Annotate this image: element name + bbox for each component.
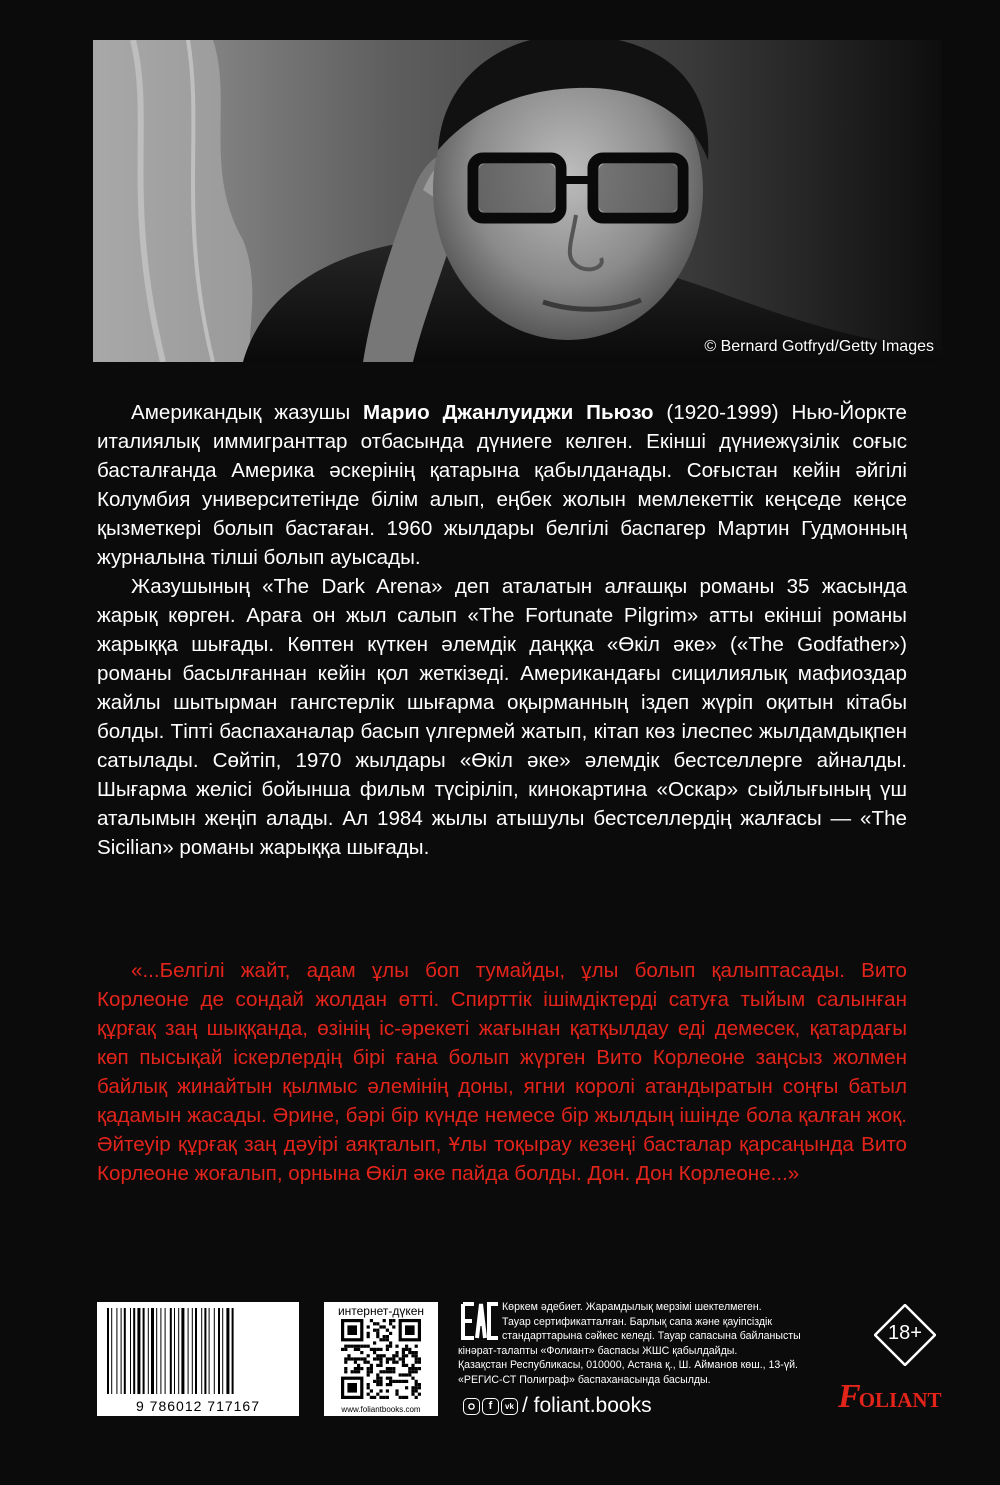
isbn-barcode [97,1302,299,1416]
bio-paragraph-2: Жазушының «The Dark Arena» деп аталатын алғашқы романы 35 жасында жарық көрген. Араға он жыл салып «The Fortunate Pilgrim» атты екінші романы жарыққа шығады. Көптен күткен әлемдік даңққа «Өкіл әке» («The Godfather») романы басылғаннан кейін қол жеткізеді. Американдағы сицилиялық мафиоздар жайлы шытырман гангстерлік шығарма оқырманның іздеп жүріп оқитын кітабы болды. Тіпті баспаханалар басып үлгермей жатып, кітап көз ілеспес жылдамдықпен сатылады. Сөйтіп, 1970 жылдары «Өкіл әке» әлемдік бестселлерге айналды. Шығарма желісі бойынша фильм түсіріліп, кинокартина «Оскар» сыйлығының үш аталымын жеңіп алады. Ал 1984 жылы атышулы бестселлердің жалғасы — «The Sicilian» романы жарыққа шығады. [97,575,907,859]
social-handle[interactable]: / foliant.books [522,1394,652,1417]
info-line: кінәрат-талапты «Фолиант» баспасы ЖШС қабылдайды. [458,1344,738,1357]
facebook-icon[interactable]: f [482,1398,499,1415]
vk-icon[interactable]: vk [501,1398,518,1415]
instagram-icon[interactable] [463,1398,480,1415]
author-photo [93,40,942,362]
author-name: Марио Джанлуиджи Пьюзо [363,401,654,424]
author-portrait-illustration [93,40,942,362]
qr-code[interactable] [324,1302,438,1416]
bio-intro-text: Американдық жазушы [131,401,364,424]
bio-paragraph-1-text: (1920-1999) Нью-Йоркте италиялық иммигранттар отбасында дүниеге келген. Екінші дүниежүзілік соғыс басталғанда Америка әскерінің қатарына қабылданады. Соғыстан кейін әйгілі Колумбия университетінде білім алып, еңбек жолын мемлекеттік кеңседе кеңсе қызметкері болып бастаған. 1960 жылдары белгілі баспагер Мартин Гудмонның журналына тілші болып ауысады. [97,401,907,569]
barcode-digits: 9 786012 717167 [136,1398,260,1414]
info-line: Көркем әдебиет. Жарамдылық мерзімі шектелмеген. [502,1301,762,1313]
qr-bottom-label: www.foliantbooks.com [341,1405,421,1414]
age-rating: 18+ [888,1322,922,1344]
qr-code-pattern [341,1319,421,1399]
info-line: стандарттарына сәйкес келеді. Тауар сапасына байланысты [502,1330,801,1343]
qr-top-label: интернет-дүкен [337,1304,425,1318]
info-line: Тауар сертификатталған. Барлық сапа және қауіпсіздік [502,1315,773,1328]
photo-credit: © Bernard Gotfryd/Getty Images [704,338,934,355]
social-links [463,1392,652,1420]
publisher-logo [838,1378,942,1415]
info-line: Қазақстан Республикасы, 010000, Астана қ., Ш. Айманов көш., 13-үй. [458,1359,798,1372]
publisher-logo-text: OLIANT [858,1388,942,1412]
bio-paragraph-1 [97,398,907,572]
book-excerpt-quote [97,956,907,1188]
quote-text: «...Белгілі жайт, адам ұлы боп тумайды, ұлы болып қалыптасады. Вито Корлеоне де сондай жолдан өтті. Спирттік ішімдіктерді сатуға тыйым салынған құрғақ заң шыққанда, өзінің іс-әрекеті жағынан қатқылдау еді демесек, қатардағы көп пысықай іскерлердің бірі ғана болып жүрген Вито Корлеоне заңсыз жолмен байлық жинайтын қылмыс әлемінің доны, ягни королі атандыратын соңғы батыл қадамын жасады. Әрине, бәрі бір күнде немесе бір жылдың ішінде бола қалған жоқ. Әйтеуір құрғақ заң дәуірі аяқталып, Ұлы тоқырау кезеңі басталар қарсаңында Вито Корлеоне жоғалып, орнына Өкіл әке пайда болды. Дон. Дон Корлеоне...» [97,959,907,1185]
publisher-logo-initial: F [838,1378,861,1415]
info-line: «РЕГИС-СТ Полиграф» баспаханасында басылды. [458,1373,711,1386]
product-info [458,1300,818,1388]
author-biography [97,398,907,862]
barcode-bars [103,1308,293,1394]
